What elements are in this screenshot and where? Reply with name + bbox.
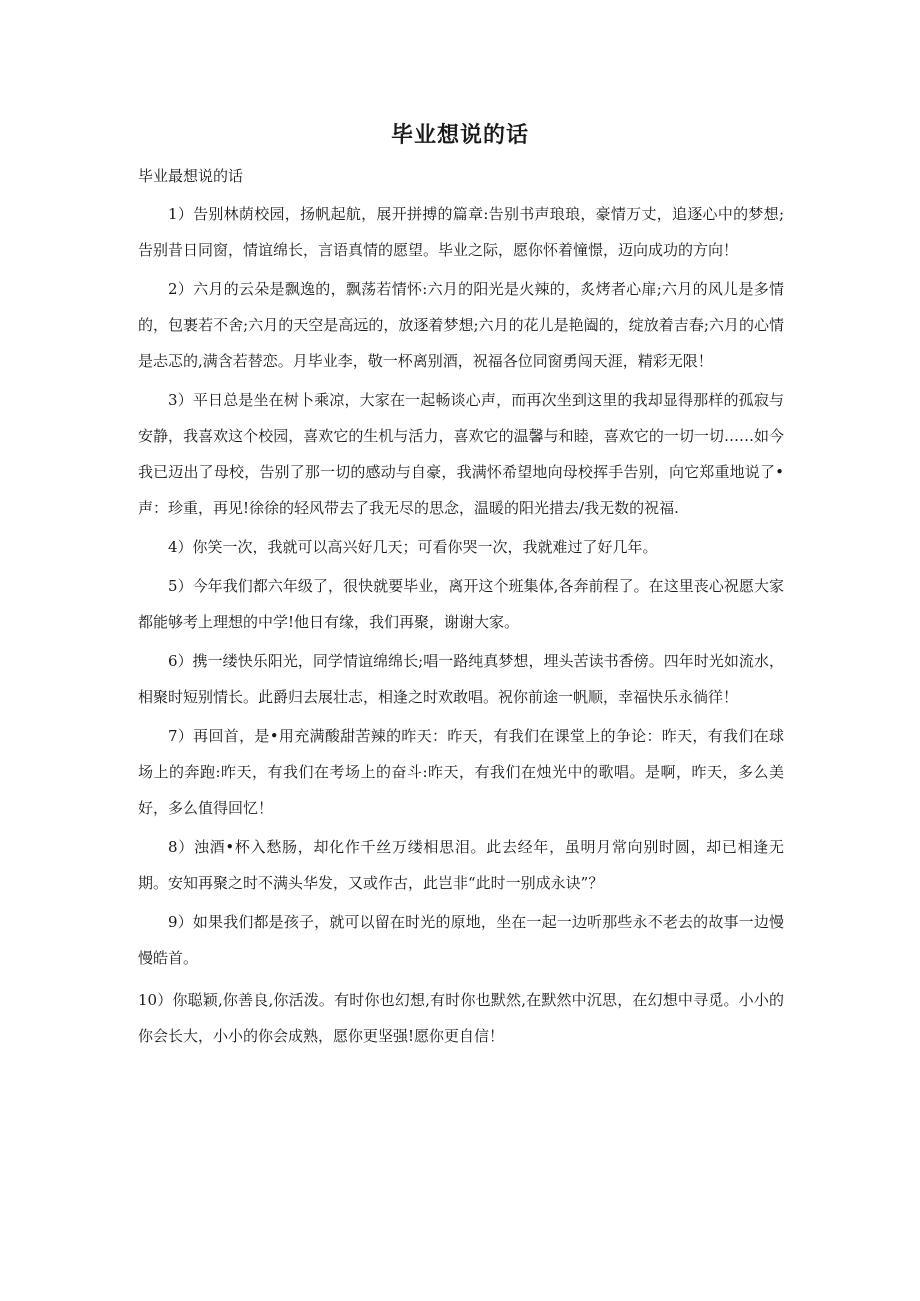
paragraph-6: 6）携一缕快乐阳光，同学情谊绵绵长;唱一路纯真梦想，埋头苦读书香傍。四年时光如流水，相聚时短别情长。此爵归去展壮志，相逢之时欢敢唱。祝你前途一帆顺，幸福快乐永徜徉！ [138, 652, 784, 706]
paragraph-4: 4）你笑一次，我就可以高兴好几天；可看你哭一次，我就难过了好几年。 [168, 538, 658, 556]
document-title: 毕业想说的话 [390, 123, 529, 148]
document-subtitle: 毕业最想说的话 [138, 167, 244, 185]
paragraph-2: 2）六月的云朵是飘逸的，飘荡若情怀:六月的阳光是火辣的，炙烤者心扉;六月的风儿是多情的，包裹若不舍;六月的天空是高远的，放逐着梦想;六月的花儿是艳阖的，绽放着吉春;六月的心情是忐忑的,满含若替恋。月毕业李，敬一杯离别酒，祝福各位同窗勇闯天涯，精彩无限！ [138, 280, 784, 370]
document-body [138, 196, 784, 1057]
paragraph-1: 1）告别林荫校园，扬帆起航，展开拼搏的篇章:告别书声琅琅，豪情万丈，追逐心中的梦想;告别昔日同窗，情谊绵长，言语真情的愿望。毕业之际，愿你怀着憧憬，迈向成功的方向！ [138, 205, 784, 259]
paragraph-3: 3）平日总是坐在树卜乘凉，大家在一起畅谈心声，而再次坐到这里的我却显得那样的孤寂与安静，我喜欢这个校园，喜欢它的生机与活力，喜欢它的温馨与和睦，喜欢它的一切一切……如今我已迈出了母校，告别了那一切的感动与自豪，我满怀希望地向母校挥手告别，向它郑重地说了•声：珍重，再见!徐徐的轻风带去了我无尽的思念，温暖的阳光措去/我无数的祝福. [138, 391, 784, 517]
paragraph-5: 5）今年我们都六年级了，很快就要毕业，离开这个班集体,各奔前程了。在这里丧心祝愿大家都能够考上理想的中学!他日有缘，我们再聚，谢谢大家。 [138, 577, 784, 631]
paragraph-7: 7）再回首，是•用充满酸甜苦辣的昨天：昨天，有我们在课堂上的争论：昨天，有我们在球场上的奔跑:昨天，有我们在考场上的奋斗:昨天，有我们在烛光中的歌唱。是啊，昨天，多么美好，多么值得回忆！ [138, 727, 784, 817]
paragraph-8: 8）浊酒•杯入愁肠，却化作千丝万缕相思泪。此去经年，虽明月常向别时圆，却已相逢无期。安知再聚之时不满头华发，又或作古，此岂非“此时一别成永诀”？ [138, 838, 784, 892]
paragraph-10: 10）你聪颖,你善良,你活泼。有时你也幻想,有时你也默然,在默然中沉思，在幻想中寻觅。小小的你会长大，小小的你会成熟，愿你更坚强!愿你更自信！ [138, 991, 784, 1045]
paragraph-9: 9）如果我们都是孩子，就可以留在时光的原地，坐在一起一边听那些永不老去的故事一边慢慢皓首。 [138, 913, 784, 967]
